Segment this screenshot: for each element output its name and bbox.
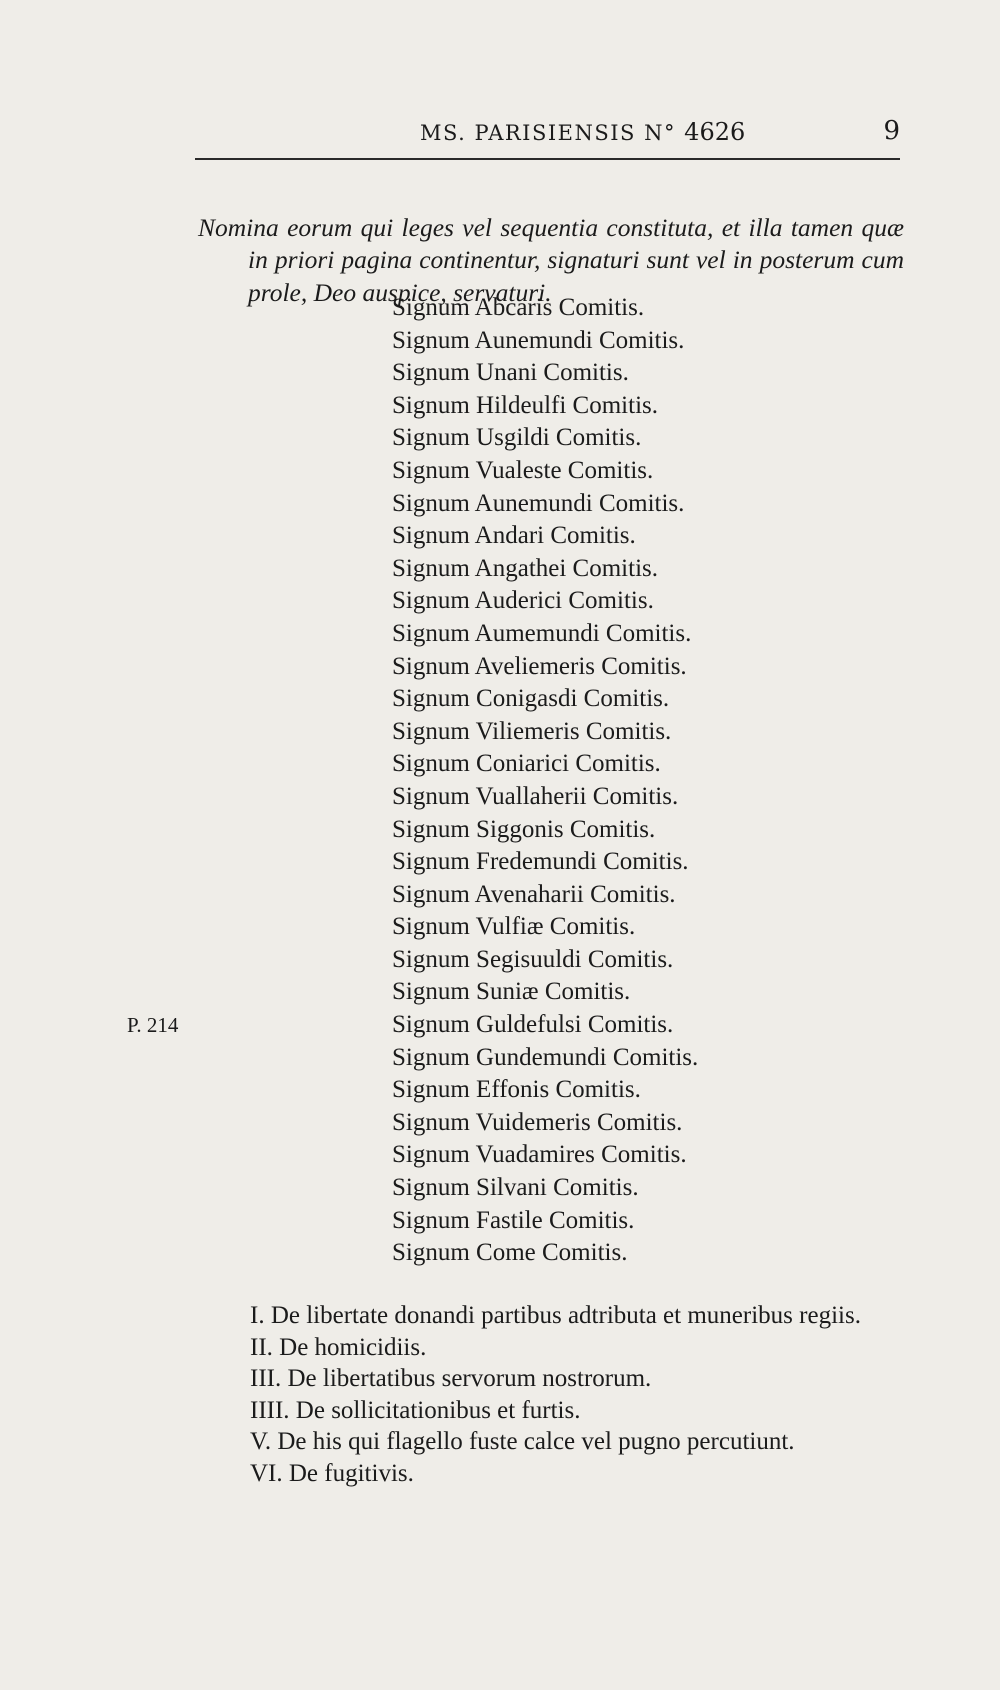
signatory-line: Signum Suniæ Comitis. [392,978,631,1006]
signatory-line: Signum Siggonis Comitis. [392,815,656,843]
signatory-line: Signum Vulfiæ Comitis. [392,913,636,941]
signatory-line: Signum Vuidemeris Comitis. [392,1108,683,1136]
running-title [420,118,745,146]
signatory-line: Signum Hildeulfi Comitis. [392,391,658,419]
signatory-line: Signum Vualeste Comitis. [392,456,654,484]
signatory-line: Signum Aveliemeris Comitis. [392,652,687,680]
signatory-line: Signum Guldefulsi Comitis. [392,1011,674,1039]
signatory-line: Signum Effonis Comitis. [392,1076,641,1104]
signatory-line: Signum Coniarici Comitis. [392,750,661,778]
signatory-line: Signum Usgildi Comitis. [392,424,642,452]
signatory-line: Signum Abcaris Comitis. [392,294,645,321]
chapter-title: III. De libertatibus servorum nostrorum. [250,1365,652,1392]
signatory-line: Signum Auderici Comitis. [392,587,654,615]
signatories-list [392,292,698,1270]
running-title-prefix: MS. PARISIENSIS N° [420,121,676,145]
intro-paragraph: Nomina eorum qui leges vel sequentia constituta, et illa tamen quæ in priori pagina continentur, signaturi sunt vel in posterum cum prole, Deo auspice, servaturi. [198,212,904,307]
signatory-line: Signum Avenaharii Comitis. [392,880,676,908]
signatory-line: Signum Conigasdi Comitis. [392,685,670,713]
signatory-line: Signum Aunemundi Comitis. [392,489,685,517]
signatory-line: Signum Aunemundi Comitis. [392,326,685,354]
chapter-title: V. De his qui flagello fuste calce vel pugno percutiunt. [250,1428,795,1455]
signatory-line: Signum Viliemeris Comitis. [392,717,672,745]
signatory-line: Signum Aumemundi Comitis. [392,619,692,647]
signatory-line: Signum Unani Comitis. [392,359,629,387]
chapter-title: II. De homicidiis. [250,1333,427,1361]
page-header [195,118,900,160]
signatory-line: Signum Angathei Comitis. [392,554,658,582]
chapter-title: IIII. De sollicitationibus et furtis. [250,1396,581,1424]
signatory-line: Signum Gundemundi Comitis. [392,1043,699,1071]
signatory-line: Signum Vuadamires Comitis. [392,1141,687,1169]
chapter-title: I. De libertate donandi partibus adtributa et muneribus regiis. [250,1302,861,1329]
chapter-title: VI. De fugitivis. [250,1459,414,1487]
signatory-line: Signum Silvani Comitis. [392,1174,639,1202]
signatory-line: Signum Vuallaherii Comitis. [392,782,679,810]
signatory-line: Signum Fastile Comitis. [392,1206,635,1234]
signatory-line: Signum Come Comitis. [392,1239,628,1267]
signatory-line: Signum Andari Comitis. [392,522,636,550]
chapter-list [250,1300,861,1489]
page-number: 9 [883,116,900,146]
manuscript-number: 4626 [684,118,746,146]
signatory-line: Signum Fredemundi Comitis. [392,848,689,876]
margin-page-reference: P. 214 [127,1013,179,1037]
signatory-line: Signum Segisuuldi Comitis. [392,945,674,973]
